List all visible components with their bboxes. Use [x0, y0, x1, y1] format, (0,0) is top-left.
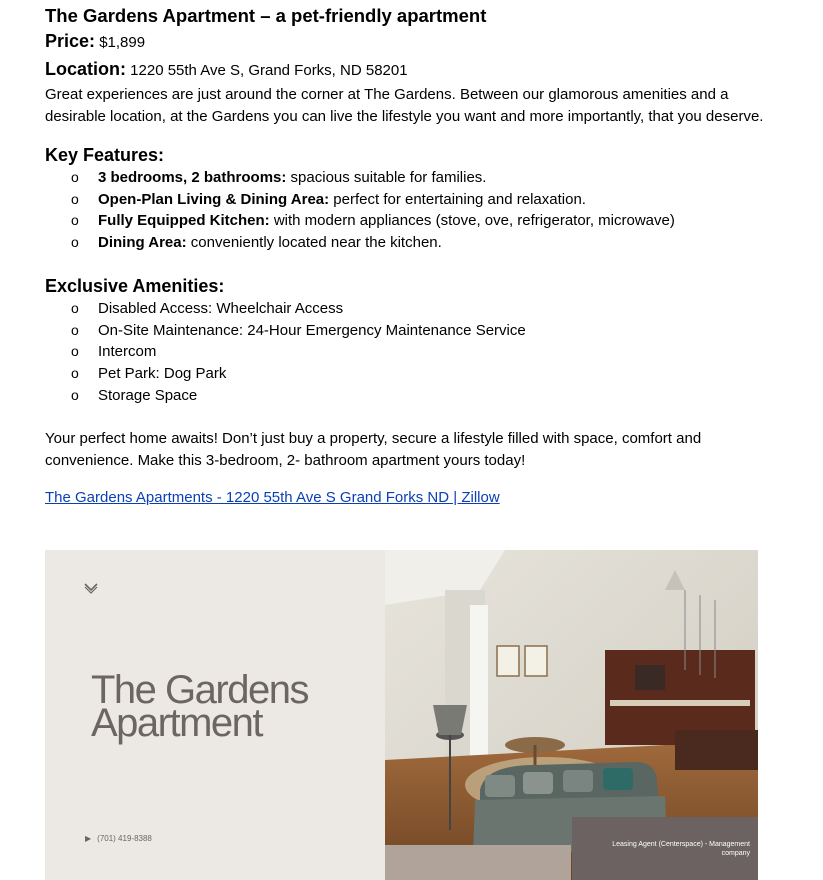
banner-text-panel: [45, 550, 385, 880]
list-item: o Pet Park: Dog Park: [71, 364, 227, 382]
list-item: o Fully Equipped Kitchen: with modern appliances (stove, ove, refrigerator, microwave): [71, 212, 675, 230]
location-label: Location:: [45, 59, 126, 79]
list-item: o Disabled Access: Wheelchair Access: [71, 299, 344, 317]
price-line: [45, 28, 765, 56]
zillow-link[interactable]: The Gardens Apartments - 1220 55th Ave S Grand Forks ND | Zillow: [45, 489, 500, 507]
page-title: The Gardens Apartment – a pet-friendly apartment: [45, 5, 487, 26]
price-label: Price:: [45, 31, 96, 51]
list-item: o 3 bedrooms, 2 bathrooms: spacious suitable for families.: [71, 169, 487, 186]
list-item: o Intercom: [71, 343, 157, 361]
promo-banner: [45, 550, 758, 880]
amenities-list: [45, 298, 765, 407]
price-value: $1,899: [99, 34, 146, 51]
banner-brand: The Gardens Apartment: [91, 668, 308, 745]
document-body: [45, 4, 765, 507]
play-icon: ▶: [85, 834, 92, 843]
banner-caption: Leasing Agent (Centerspace) - Management company: [572, 817, 758, 880]
list-item: o Storage Space: [71, 386, 198, 404]
key-features-heading: Key Features:: [45, 145, 165, 165]
amenities-heading: Exclusive Amenities:: [45, 275, 225, 296]
banner-phone: ▶ (701) 419-8388: [85, 834, 152, 843]
key-features-list: [45, 167, 765, 254]
list-item: o On-Site Maintenance: 24-Hour Emergency Maintenance Service: [71, 321, 526, 339]
list-item: o Dining Area: conveniently located near the kitchen.: [71, 234, 442, 252]
closing-paragraph: Your perfect home awaits! Don’t just buy a property, secure a lifestyle filled with space, comfort and convenience. Make this 3-bedroom, 2- bathroom apartment yours today!: [45, 430, 702, 469]
location-value: 1220 55th Ave S, Grand Forks, ND 58201: [130, 62, 408, 79]
heart-check-icon: [83, 580, 99, 594]
location-line: [45, 56, 765, 84]
list-item: o Open-Plan Living & Dining Area: perfect for entertaining and relaxation.: [71, 190, 586, 208]
intro-paragraph: Great experiences are just around the corner at The Gardens. Between our glamorous amenities and a desirable location, at the Gardens you can live the lifestyle you want and more importantly, that you deserve.: [45, 86, 764, 125]
